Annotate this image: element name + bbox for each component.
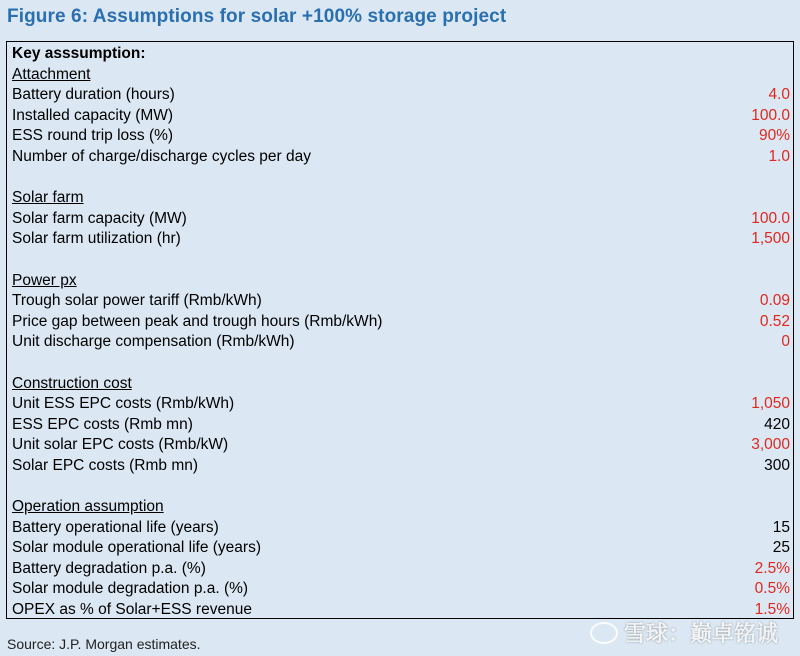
source-note: Source: J.P. Morgan estimates. xyxy=(7,636,201,652)
table-row xyxy=(12,559,790,580)
row-label: Solar EPC costs (Rmb mn) xyxy=(12,456,199,474)
watermark xyxy=(590,617,778,648)
section-heading-label: Attachment xyxy=(12,65,91,83)
row-label: Unit discharge compensation (Rmb/kWh) xyxy=(12,333,295,351)
heading-label: Key asssumption: xyxy=(12,45,146,62)
row-value: 0 xyxy=(781,333,790,351)
row-label: Unit ESS EPC costs (Rmb/kWh) xyxy=(12,395,235,413)
table-row xyxy=(12,538,790,559)
section-spacer xyxy=(12,476,790,497)
assumptions-table xyxy=(6,41,794,619)
row-value: 3,000 xyxy=(751,436,790,454)
table-row xyxy=(12,435,790,456)
table-heading xyxy=(12,44,790,65)
row-value: 2.5% xyxy=(754,559,790,577)
row-label: Battery operational life (years) xyxy=(12,518,219,536)
row-value: 420 xyxy=(764,415,790,433)
table-row xyxy=(12,229,790,250)
row-label: Installed capacity (MW) xyxy=(12,106,174,124)
section-heading-label: Solar farm xyxy=(12,189,84,207)
section-heading xyxy=(12,374,790,395)
table-row xyxy=(12,394,790,415)
row-label: ESS EPC costs (Rmb mn) xyxy=(12,415,193,433)
row-label: OPEX as % of Solar+ESS revenue xyxy=(12,601,252,619)
row-value: 300 xyxy=(764,456,790,474)
row-value: 4.0 xyxy=(768,86,790,104)
row-label: Solar farm capacity (MW) xyxy=(12,209,187,227)
section-heading xyxy=(12,271,790,292)
row-label: Unit solar EPC costs (Rmb/kW) xyxy=(12,436,229,454)
row-value: 1.5% xyxy=(754,601,790,619)
row-value: 0.09 xyxy=(759,292,790,310)
table-row xyxy=(12,415,790,436)
section-spacer xyxy=(12,353,790,374)
table-row xyxy=(12,126,790,147)
row-value: 100.0 xyxy=(751,106,790,124)
section-heading-label: Power px xyxy=(12,271,77,289)
table-row xyxy=(12,209,790,230)
table-row xyxy=(12,518,790,539)
row-label: Solar module degradation p.a. (%) xyxy=(12,580,249,598)
section-spacer xyxy=(12,250,790,271)
row-label: Trough solar power tariff (Rmb/kWh) xyxy=(12,292,262,310)
table-row xyxy=(12,291,790,312)
row-value: 100.0 xyxy=(751,209,790,227)
section-heading-label: Operation assumption xyxy=(12,498,164,516)
row-value: 1.0 xyxy=(768,147,790,165)
snowball-logo-icon xyxy=(590,622,618,644)
row-label: Battery duration (hours) xyxy=(12,86,175,104)
table-row xyxy=(12,85,790,106)
row-label: Battery degradation p.a. (%) xyxy=(12,559,206,577)
row-value: 0.52 xyxy=(759,312,790,330)
row-label: Solar farm utilization (hr) xyxy=(12,230,181,248)
table-row xyxy=(12,332,790,353)
row-value: 90% xyxy=(758,127,790,145)
section-heading xyxy=(12,65,790,86)
section-heading xyxy=(12,497,790,518)
table-rows xyxy=(12,44,790,621)
row-label: Price gap between peak and trough hours (Rmb/kWh) xyxy=(12,312,383,330)
table-row xyxy=(12,147,790,168)
section-heading-label: Construction cost xyxy=(12,374,132,392)
figure-title: Figure 6: Assumptions for solar +100% storage project xyxy=(7,6,507,27)
table-row xyxy=(12,106,790,127)
table-row xyxy=(12,312,790,333)
table-row xyxy=(12,456,790,477)
row-label: ESS round trip loss (%) xyxy=(12,127,174,145)
section-heading xyxy=(12,188,790,209)
section-spacer xyxy=(12,168,790,189)
table-row xyxy=(12,579,790,600)
row-label: Solar module operational life (years) xyxy=(12,539,261,557)
watermark-text: 雪球：巅卓铭诚 xyxy=(623,621,778,646)
row-value: 1,500 xyxy=(751,230,790,248)
row-value: 15 xyxy=(772,518,790,536)
row-value: 25 xyxy=(772,539,790,557)
row-label: Number of charge/discharge cycles per day xyxy=(12,147,311,165)
row-value: 0.5% xyxy=(754,580,790,598)
row-value: 1,050 xyxy=(751,395,790,413)
